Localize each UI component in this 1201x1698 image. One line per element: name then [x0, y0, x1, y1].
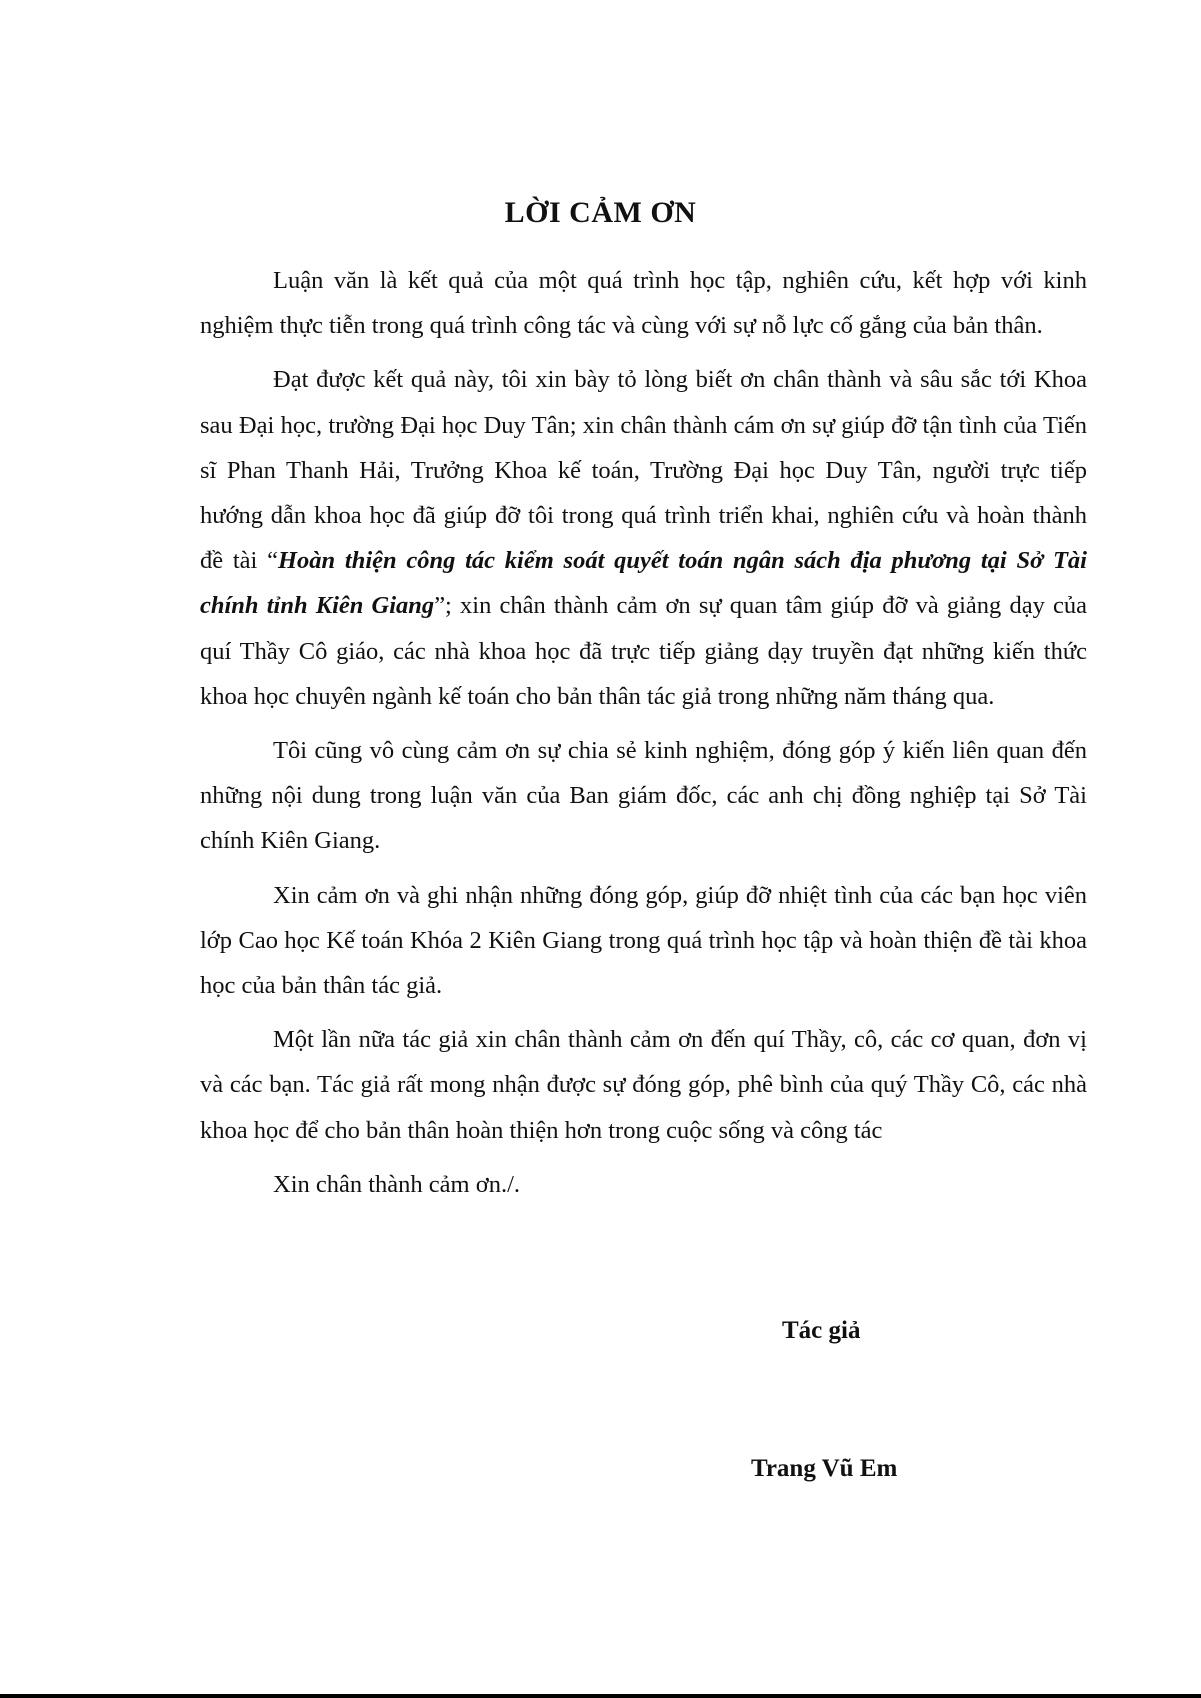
paragraph-2: [200, 357, 1087, 719]
paragraph-3: Tôi cũng vô cùng cảm ơn sự chia sẻ kinh nghiệm, đóng góp ý kiến liên quan đến những nội dung trong luận văn của Ban giám đốc, các anh chị đồng nghiệp tại Sở Tài chính Kiên Giang.: [200, 737, 1087, 855]
paragraph-2-text-after: ”; xin chân thành cảm ơn sự quan tâm giúp đỡ và giảng dạy của quí Thầy Cô giáo, các nhà khoa học đã trực tiếp giảng dạy truyền đạt những kiến thức khoa học chuyên ngành kế toán cho bản thân tác giả trong những năm tháng qua.: [200, 592, 1087, 710]
signature-role: Tác giả: [782, 1317, 861, 1344]
paragraph-1: Luận văn là kết quả của một quá trình học tập, nghiên cứu, kết hợp với kinh nghiệm thực tiễn trong quá trình công tác và cùng với sự nỗ lực cố gắng của bản thân.: [200, 267, 1087, 340]
closing-line: Xin chân thành cảm ơn./.: [273, 1170, 520, 1198]
paragraph-4: Xin cảm ơn và ghi nhận những đóng góp, giúp đỡ nhiệt tình của các bạn học viên lớp Cao học Kế toán Khóa 2 Kiên Giang trong quá trình học tập và hoàn thiện đề tài khoa học của bản thân tác giả.: [200, 881, 1087, 1000]
paragraph-2-text-before: Đạt được kết quả này, tôi xin bày tỏ lòng biết ơn chân thành và sâu sắc tới Khoa sau Đại học, trường Đại học Duy Tân; xin chân thành cám ơn sự giúp đỡ tận tình của Tiến sĩ Phan Thanh Hải, Trưởng Khoa kế toán, Trường Đại học Duy Tân, người trực tiếp hướng dẫn khoa học đã giúp đỡ tôi trong quá trình triển khai, nghiên cứu và hoàn thành đề tài “: [200, 366, 1087, 575]
acknowledgement-body: [200, 258, 1087, 1216]
paragraph-5: Một lần nữa tác giả xin chân thành cảm ơn đến quí Thầy, cô, các cơ quan, đơn vị và các bạn. Tác giả rất mong nhận được sự đóng góp, phê bình của quý Thầy Cô, các nhà khoa học để cho bản thân hoàn thiện hơn trong cuộc sống và công tác: [200, 1026, 1087, 1144]
signature-name: Trang Vũ Em: [751, 1455, 898, 1482]
page-bottom-border: [0, 1694, 1201, 1698]
page-title: LỜI CẢM ƠN: [504, 196, 697, 229]
thesis-title-emphasis: Hoàn thiện công tác kiểm soát quyết toán ngân sách địa phương tại Sở Tài chính tỉnh Kiên Giang: [200, 547, 1087, 620]
